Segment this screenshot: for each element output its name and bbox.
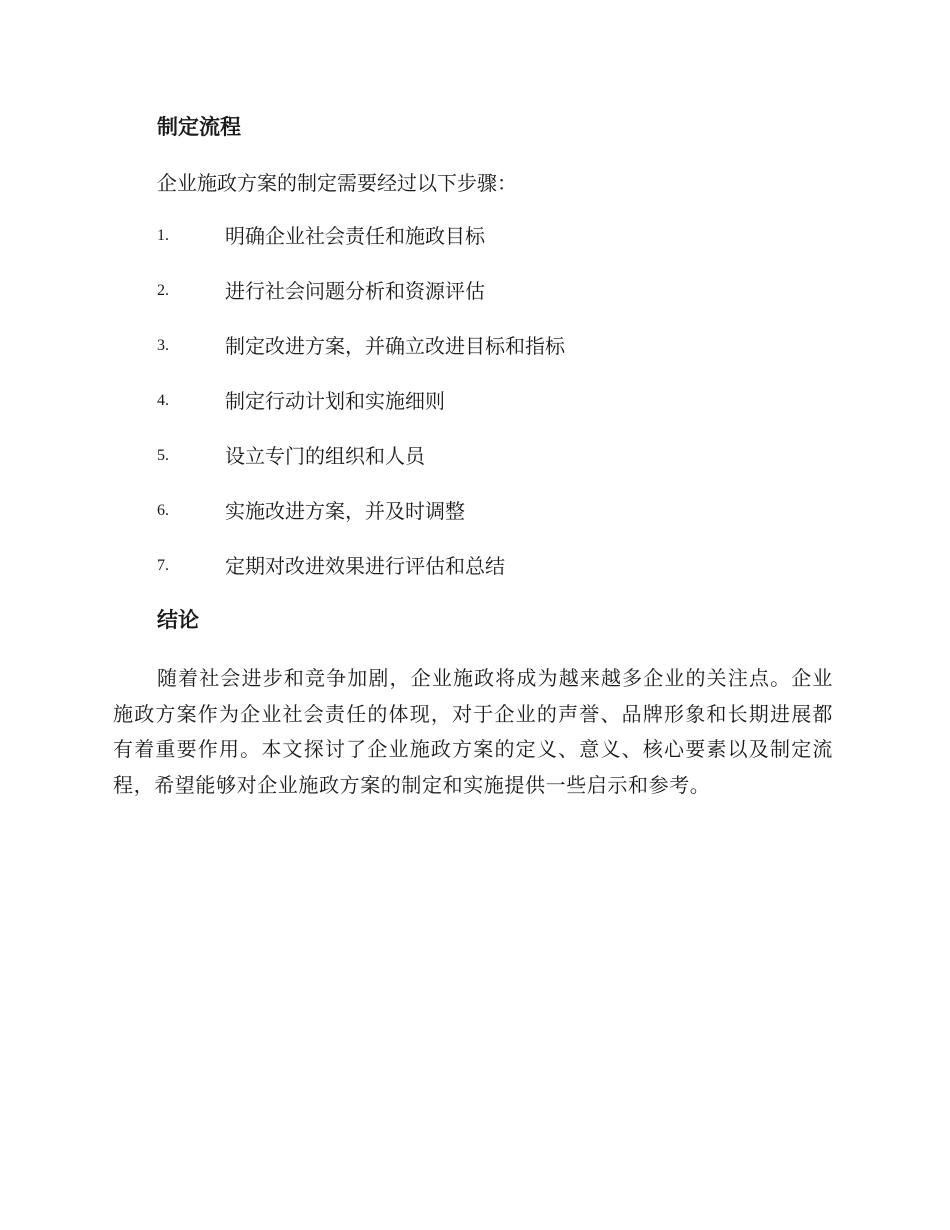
list-item [157, 387, 565, 442]
step-number: 7. [157, 557, 169, 574]
process-steps-list [157, 222, 565, 607]
step-text: 进行社会问题分析和资源评估 [225, 279, 485, 303]
list-item [157, 332, 565, 387]
step-number: 2. [157, 282, 169, 299]
step-number: 4. [157, 392, 169, 409]
list-item [157, 222, 565, 277]
step-text: 定期对改进效果进行评估和总结 [225, 554, 505, 578]
section-heading-conclusion: 结论 [157, 608, 199, 632]
step-number: 5. [157, 447, 169, 464]
step-number: 3. [157, 337, 169, 354]
step-text: 实施改进方案，并及时调整 [225, 499, 465, 523]
list-item [157, 442, 565, 497]
list-item [157, 497, 565, 552]
step-text: 制定改进方案，并确立改进目标和指标 [225, 334, 565, 358]
list-item [157, 552, 565, 607]
step-number: 6. [157, 502, 169, 519]
process-intro-text: 企业施政方案的制定需要经过以下步骤： [157, 171, 517, 195]
step-text: 明确企业社会责任和施政目标 [225, 224, 485, 248]
list-item [157, 277, 565, 332]
step-text: 制定行动计划和实施细则 [225, 389, 445, 413]
step-number: 1. [157, 227, 169, 244]
conclusion-paragraph: 随着社会进步和竞争加剧，企业施政将成为越来越多企业的关注点。企业施政方案作为企业社会责任的体现，对于企业的声誉、品牌形象和长期进展都有着重要作用。本文探讨了企业施政方案的定义、意义、核心要素以及制定流程，希望能够对企业施政方案的制定和实施提供一些启示和参考。 [113, 666, 833, 797]
step-text: 设立专门的组织和人员 [225, 444, 425, 468]
section-heading-process: 制定流程 [157, 115, 241, 139]
